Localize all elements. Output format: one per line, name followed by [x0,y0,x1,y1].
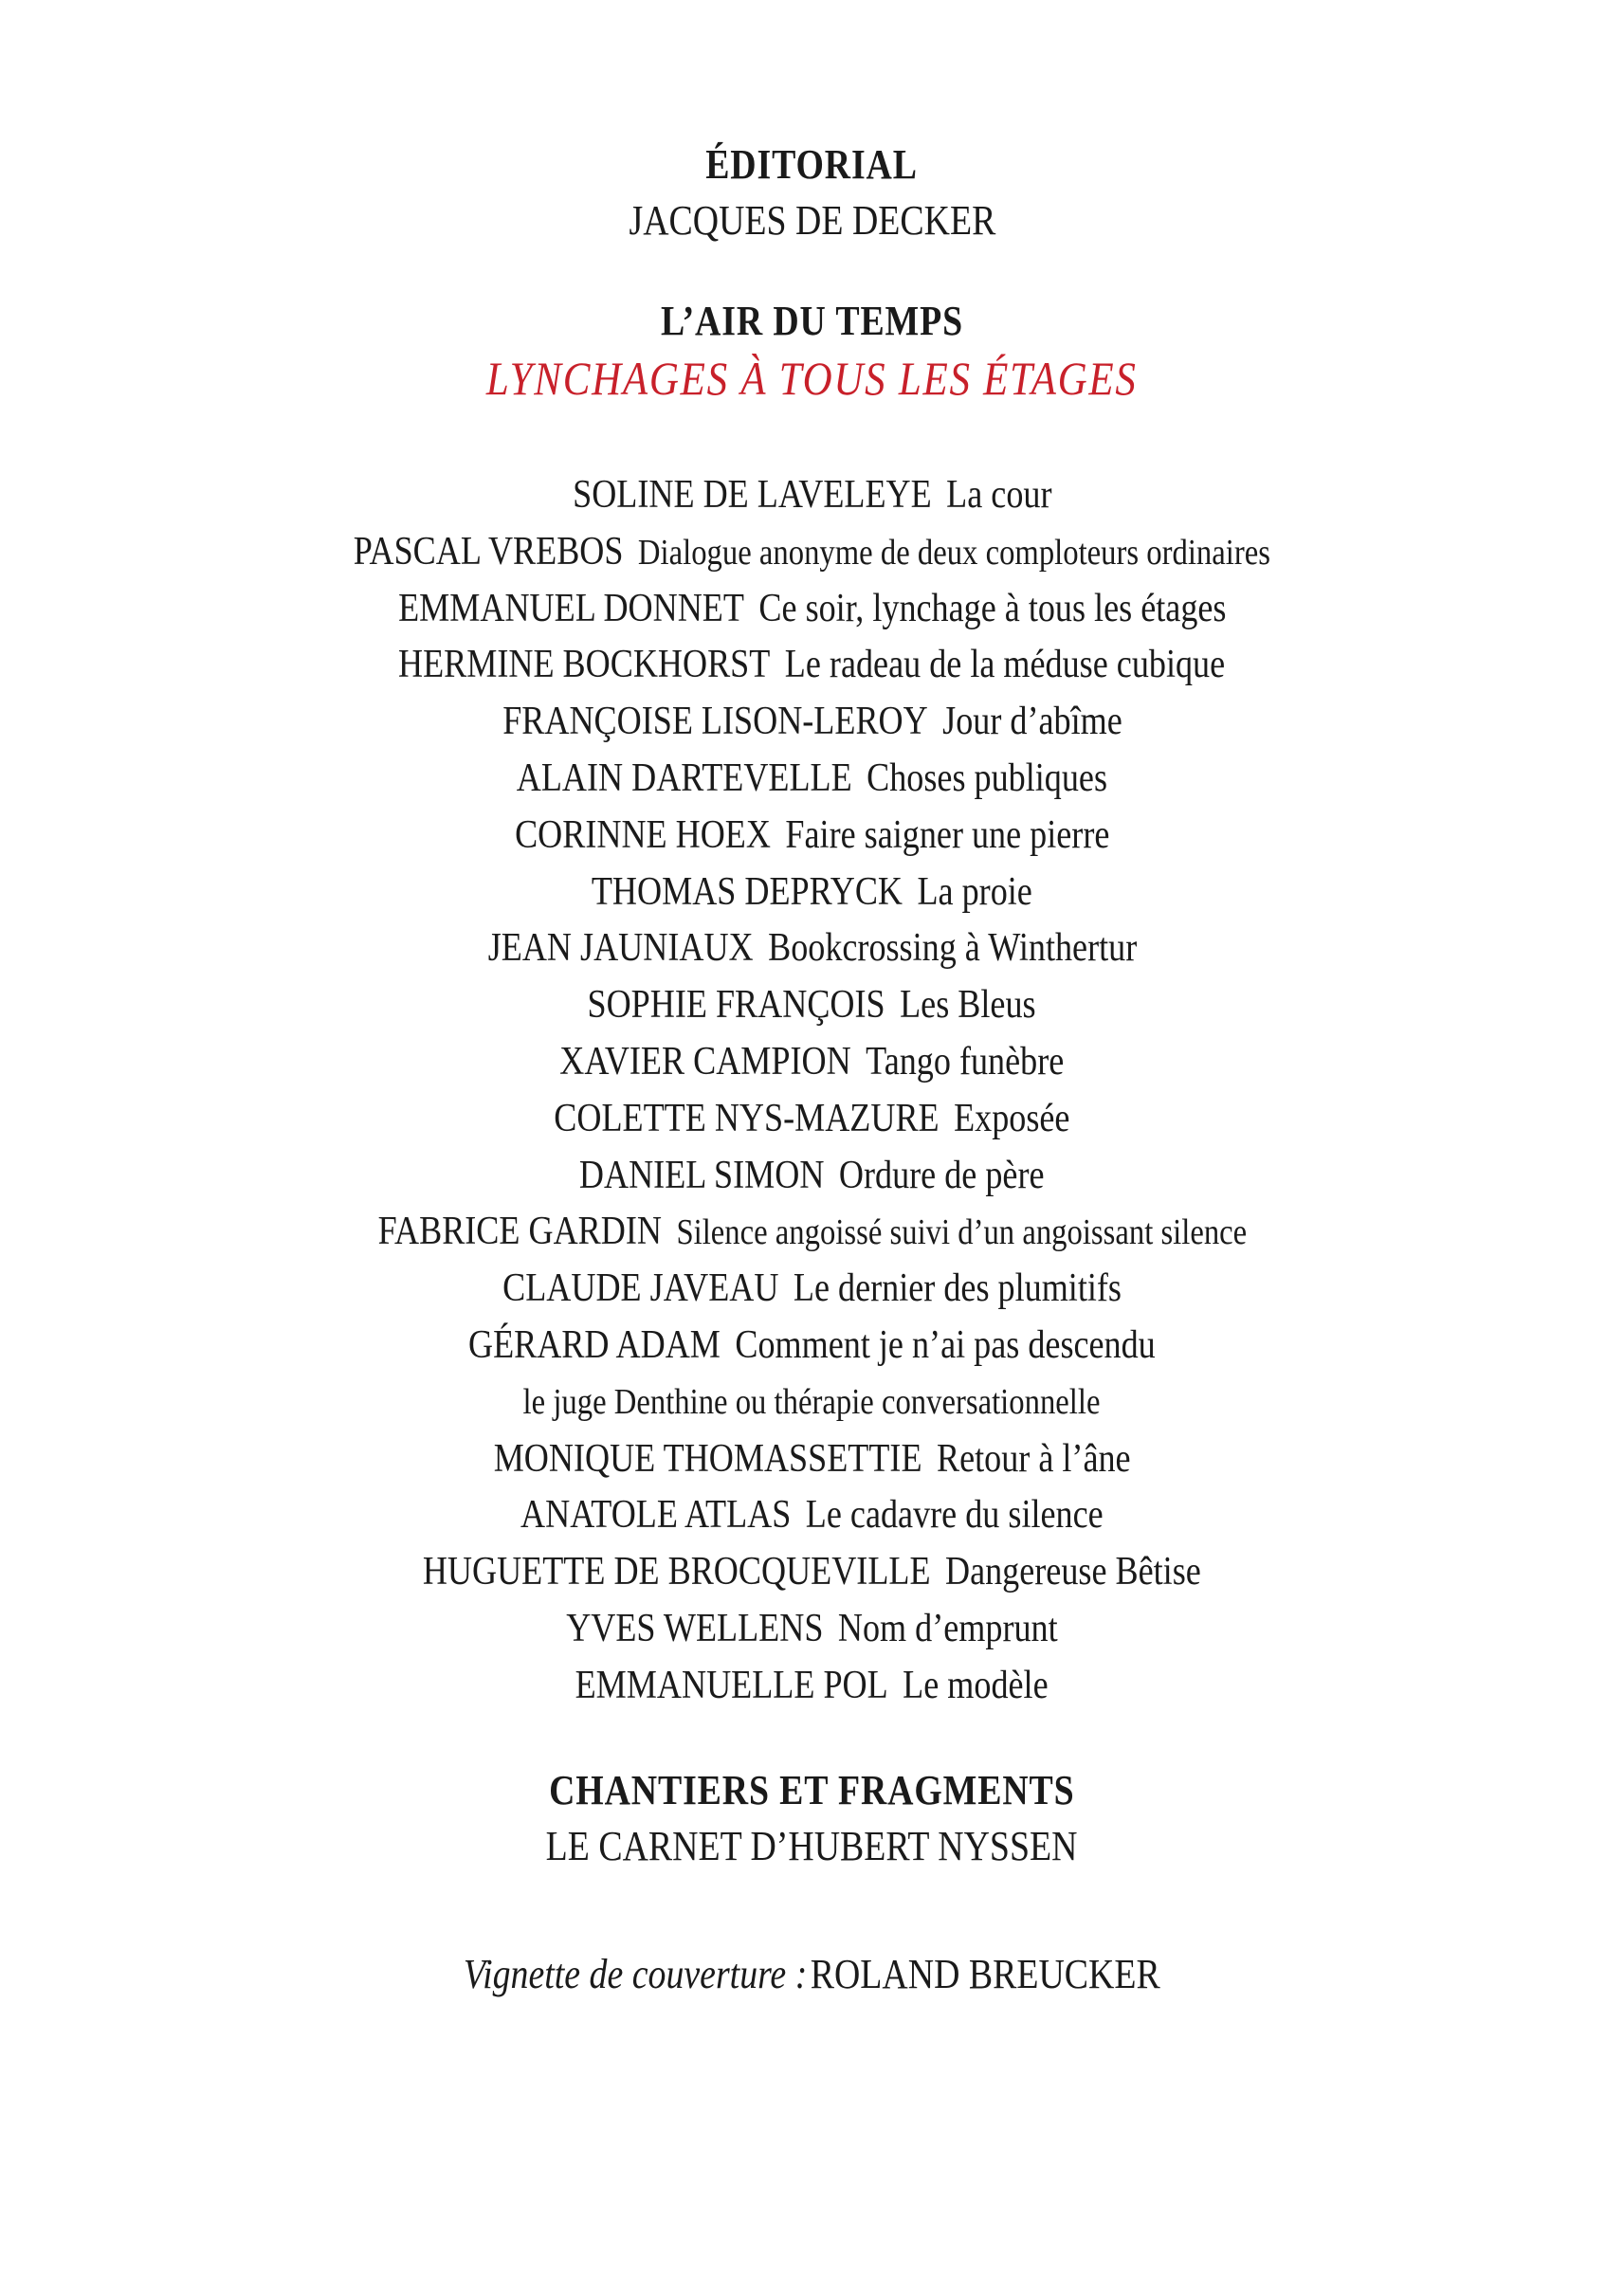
entry-title: La cour [945,473,1052,517]
entry-author: GÉRARD ADAM [468,1323,721,1367]
chantiers-heading: CHANTIERS ET FRAGMENTS [549,1767,1075,1813]
contents-entry [0,699,1624,744]
entry-author: PASCAL VREBOS [353,529,624,574]
entry-title: Le radeau de la méduse cubique [785,643,1226,687]
entry-author: HUGUETTE DE BROCQUEVILLE [423,1550,931,1594]
contents-entry [0,1663,1624,1708]
cover-credit [0,1950,1624,1998]
entry-title: Tango funèbre [866,1040,1065,1084]
contents-entry [0,869,1624,915]
entry-author: EMMANUELLE POL [575,1663,889,1707]
contents-entry [0,925,1624,971]
entry-title: Jour d’abîme [941,700,1122,744]
entry-title: Dangereuse Bêtise [945,1550,1201,1594]
entry-author: MONIQUE THOMASSETTIE [493,1436,922,1481]
entry-author: THOMAS DEPRYCK [592,869,903,914]
contents-entry [0,1606,1624,1651]
contents-entry [0,1266,1624,1311]
chantiers-subtitle: LE CARNET D’HUBERT NYSSEN [546,1823,1078,1869]
entry-title: Le dernier des plumitifs [793,1266,1122,1311]
contents-entry [0,1322,1624,1368]
contents-entry [0,529,1624,574]
entry-title: Bookcrossing à Winthertur [767,926,1137,971]
entry-title: Ordure de père [839,1153,1045,1197]
contents-entry [0,1039,1624,1084]
contents-entry [0,1153,1624,1198]
entry-title: La proie [917,869,1032,914]
editorial-author: JACQUES DE DECKER [629,197,995,244]
entry-title: Ce soir, lynchage à tous les étages [758,586,1227,630]
entry-title: Retour à l’âne [936,1436,1131,1481]
entry-title: Dialogue anonyme de deux comploteurs ordinaires [638,532,1271,573]
entry-author: ALAIN DARTEVELLE [516,756,852,800]
entry-author: FRANÇOISE LISON-LEROY [502,700,928,744]
entry-author: COLETTE NYS-MAZURE [554,1096,940,1140]
entry-title: Le modèle [903,1663,1049,1707]
entry-title-continued: le juge Denthine ou thérapie conversationnelle [523,1381,1101,1422]
editorial-heading: ÉDITORIAL [705,141,919,188]
entry-author: YVES WELLENS [566,1607,824,1650]
contents-entry [0,642,1624,687]
contents-entry [0,812,1624,858]
entry-author: FABRICE GARDIN [377,1210,662,1254]
contents-entry [0,982,1624,1028]
air-du-temps-theme: LYNCHAGES À TOUS LES ÉTAGES [486,352,1138,405]
entry-title: Silence angoissé suivi d’un angoissant silence [676,1212,1247,1253]
entry-author: HERMINE BOCKHORST [398,643,771,687]
entry-author: SOPHIE FRANÇOIS [587,983,886,1028]
entry-author: ANATOLE ATLAS [520,1493,792,1538]
entry-title: Comment je n’ai pas descendu [735,1323,1156,1367]
contents-entry [0,1209,1624,1254]
cover-credit-label: Vignette de couverture : [464,1951,808,1997]
contents-entry [0,1492,1624,1538]
entry-author: CLAUDE JAVEAU [502,1266,779,1311]
contents-entry [0,472,1624,518]
entry-author: EMMANUEL DONNET [397,586,744,630]
contents-entry [0,586,1624,631]
contents-entry [0,1096,1624,1141]
contents-entry [0,1436,1624,1482]
entry-title: Faire saigner une pierre [785,812,1110,857]
entry-title: Exposée [954,1096,1070,1140]
entry-author: CORINNE HOEX [514,812,771,857]
entry-title: Nom d’emprunt [837,1607,1058,1650]
entry-author: XAVIER CAMPION [559,1040,851,1084]
air-du-temps-heading: L’AIR DU TEMPS [660,298,964,344]
entry-title: Le cadavre du silence [805,1493,1104,1538]
contents-entry [0,1549,1624,1594]
entry-title: Choses publiques [867,756,1108,800]
contents-entry [0,756,1624,801]
entry-title: Les Bleus [900,983,1037,1028]
entry-author: SOLINE DE LAVELEYE [572,473,932,517]
entry-author: JEAN JAUNIAUX [487,926,754,971]
cover-credit-artist: ROLAND BREUCKER [810,1951,1160,1997]
entry-author: DANIEL SIMON [579,1153,825,1197]
